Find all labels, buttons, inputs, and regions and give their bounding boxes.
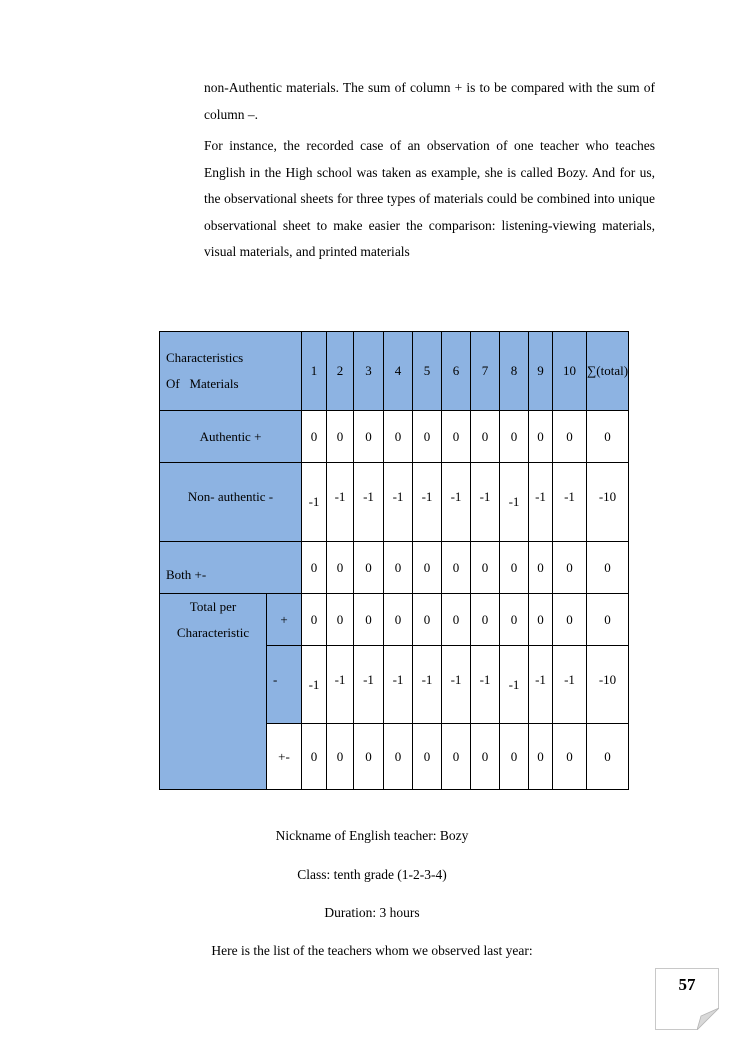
table-cell: 0 xyxy=(471,411,500,463)
table-cell: -1 xyxy=(471,463,500,542)
paragraph-example: For instance, the recorded case of an observation of one teacher who teaches English in the High school was taken as example, she is called Bozy. And for us, the observational sheets for three types of materials could be combined into unique observational sheet to make easier the comparison: listening-viewing materials, visual materials, and printed materials xyxy=(204,138,655,259)
table-cell: 0 xyxy=(471,724,500,790)
table-cell: -1 xyxy=(354,646,384,724)
table-cell: 0 xyxy=(553,724,587,790)
caption-duration: Duration: 3 hours xyxy=(324,905,420,920)
total-per-line2: Characteristic xyxy=(176,625,250,640)
table-cell: 0 xyxy=(384,411,413,463)
table-cell: 0 xyxy=(529,411,553,463)
page-number-box xyxy=(655,968,719,1030)
table-cell: 0 xyxy=(471,542,500,594)
table-cell: 0 xyxy=(442,594,471,646)
table-cell: -1 xyxy=(442,646,471,724)
table-cell: 0 xyxy=(354,594,384,646)
table-cell: -1 xyxy=(302,646,327,724)
table-cell: 0 xyxy=(442,724,471,790)
header-column: 2 xyxy=(327,332,354,411)
table-cell: -1 xyxy=(413,646,442,724)
table-cell: 0 xyxy=(413,542,442,594)
table-cell: -1 xyxy=(302,463,327,542)
table-cell: -1 xyxy=(442,463,471,542)
table-cell: -1 xyxy=(500,463,529,542)
table-row-authentic xyxy=(160,411,700,463)
header-column: 7 xyxy=(471,332,500,411)
sign-cell-both: +- xyxy=(267,724,302,790)
caption-list-intro: Here is the list of the teachers whom we observed last year: xyxy=(211,943,533,958)
table-cell: -1 xyxy=(471,646,500,724)
table-cell: 0 xyxy=(442,411,471,463)
row-label: Authentic + xyxy=(160,411,302,463)
header-characteristics-cell xyxy=(160,332,302,411)
table-cell: 0 xyxy=(384,594,413,646)
caption-nickname: Nickname of English teacher: Bozy xyxy=(275,828,469,843)
table-cell: 0 xyxy=(553,542,587,594)
table-cell: 0 xyxy=(442,542,471,594)
table-cell: 0 xyxy=(500,411,529,463)
row-label: Both +- xyxy=(160,542,302,594)
table-cell: 0 xyxy=(302,594,327,646)
table-cell: 0 xyxy=(500,594,529,646)
table-cell: 0 xyxy=(413,411,442,463)
table-total-cell: 0 xyxy=(587,411,629,463)
table-row-total-plus xyxy=(160,594,700,646)
header-label-line1: Characteristics xyxy=(166,350,244,365)
table-cell: 0 xyxy=(327,724,354,790)
table-cell: 0 xyxy=(413,724,442,790)
header-column: 5 xyxy=(413,332,442,411)
header-column: 4 xyxy=(384,332,413,411)
table-header-row xyxy=(160,332,700,411)
row-label: Non- authentic - xyxy=(160,463,302,542)
table-cell: -1 xyxy=(384,646,413,724)
table-cell: -1 xyxy=(553,646,587,724)
table-total-cell: 0 xyxy=(587,594,629,646)
table-cell: 0 xyxy=(327,542,354,594)
table-cell: 0 xyxy=(529,724,553,790)
sign-cell-plus: + xyxy=(267,594,302,646)
page-curl-icon xyxy=(697,1008,719,1030)
header-column: 10 xyxy=(553,332,587,411)
table-cell: 0 xyxy=(302,411,327,463)
table-cell: 0 xyxy=(500,724,529,790)
table-total-cell: -10 xyxy=(587,646,629,724)
table-cell: 0 xyxy=(500,542,529,594)
header-column: 9 xyxy=(529,332,553,411)
table-cell: -1 xyxy=(327,646,354,724)
table-total-cell: 0 xyxy=(587,542,629,594)
table-row-non-authentic xyxy=(160,463,700,542)
header-column: 8 xyxy=(500,332,529,411)
table-cell: -1 xyxy=(327,463,354,542)
table-cell: 0 xyxy=(471,594,500,646)
table-cell: 0 xyxy=(354,542,384,594)
table-cell: 0 xyxy=(553,594,587,646)
header-column: 1 xyxy=(302,332,327,411)
header-total: ∑(total) xyxy=(587,332,629,411)
table-total-cell: -10 xyxy=(587,463,629,542)
table-cell: -1 xyxy=(529,646,553,724)
table-cell: 0 xyxy=(384,724,413,790)
table-cell: -1 xyxy=(384,463,413,542)
table-total-cell: 0 xyxy=(587,724,629,790)
sign-cell-minus: - xyxy=(267,646,302,724)
header-column: 6 xyxy=(442,332,471,411)
table-cell: -1 xyxy=(529,463,553,542)
header-column: 3 xyxy=(354,332,384,411)
paragraph-continuation: non-Authentic materials. The sum of column + is to be compared with the sum of column –. xyxy=(204,80,655,122)
table-cell: 0 xyxy=(327,411,354,463)
table-cell: -1 xyxy=(413,463,442,542)
table-cell: 0 xyxy=(529,542,553,594)
table-cell: -1 xyxy=(354,463,384,542)
table-row-both xyxy=(160,542,700,594)
table-cell: -1 xyxy=(553,463,587,542)
total-per-characteristic-label xyxy=(160,594,267,790)
table-cell: 0 xyxy=(354,724,384,790)
table-cell: 0 xyxy=(553,411,587,463)
header-label-line2: Of Materials xyxy=(166,376,239,391)
table-cell: 0 xyxy=(384,542,413,594)
table-cell: 0 xyxy=(327,594,354,646)
table-cell: -1 xyxy=(500,646,529,724)
caption-class: Class: tenth grade (1-2-3-4) xyxy=(297,867,447,882)
total-per-line1: Total per xyxy=(189,599,237,614)
table-cell: 0 xyxy=(529,594,553,646)
table-cell: 0 xyxy=(354,411,384,463)
table-cell: 0 xyxy=(302,724,327,790)
table-cell: 0 xyxy=(413,594,442,646)
observation-table xyxy=(159,331,700,790)
table-cell: 0 xyxy=(302,542,327,594)
page-number: 57 xyxy=(678,975,696,994)
